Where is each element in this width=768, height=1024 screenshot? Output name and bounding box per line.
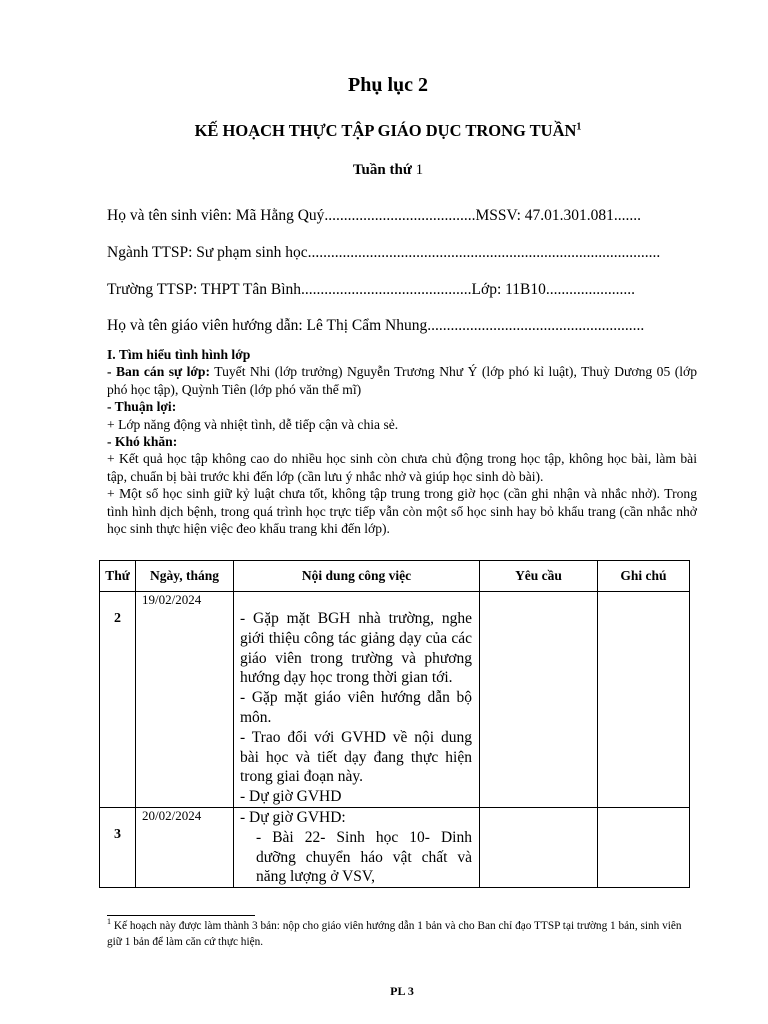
header-work: Nội dung công việc — [234, 561, 480, 592]
weekly-plan-table — [99, 560, 690, 888]
class-officers-label: - Ban cán sự lớp: — [107, 364, 211, 380]
section-heading: I. Tìm hiểu tình hình lớp — [107, 347, 251, 362]
class-officers-paragraph — [107, 363, 697, 398]
footnote — [107, 919, 697, 950]
requirements-cell — [480, 592, 598, 808]
header-day: Thứ — [100, 561, 136, 592]
advantages-label: - Thuận lợi: — [107, 399, 177, 415]
difficulty-item: + Kết quả học tập không cao do nhiều học sinh còn chưa chủ động trong học tập, không học bài, làm bài tập, chuẩn bị bài trước khi đến lớp (cần lưu ý nhắc nhở và giúp học sinh dò bài). — [107, 451, 697, 484]
work-item: - Gặp mặt giáo viên hướng dẫn bộ môn. — [240, 689, 472, 726]
header-notes: Ghi chú — [598, 561, 690, 592]
school-info-line: Trường TTSP: THPT Tân Bình............................................Lớp: 11B10....................... — [107, 281, 636, 298]
table-row — [100, 592, 690, 808]
work-item: - Dự giờ GVHD — [240, 788, 342, 806]
footnote-reference: 1 — [576, 121, 582, 133]
page-number: PL 3 — [390, 984, 414, 998]
footnote-mark: 1 — [107, 917, 111, 927]
advantages-text: + Lớp năng động và nhiệt tình, dễ tiếp cận và chia sẻ. — [107, 416, 399, 432]
page-heading: Phụ lục 2 — [347, 74, 429, 96]
plan-title-text: KẾ HOẠCH THỰC TẬP GIÁO DỤC TRONG TUẦN — [194, 121, 577, 140]
student-info-line: Họ và tên sinh viên: Mã Hằng Quý.......................................MSSV: 47.01.301.081....... — [107, 207, 642, 224]
major-info-line: Ngành TTSP: Sư phạm sinh học........................................................................................... — [107, 244, 661, 261]
date-cell — [136, 592, 234, 808]
day-value: 3 — [114, 826, 121, 842]
class-officers-text: Tuyết Nhi (lớp trưởng) Nguyễn Trương Như Ý (lớp phó kỉ luật), Thuỳ Dương 05 (lớp phó học tập), Quỳnh Tiên (lớp phó văn thể mĩ) — [107, 364, 697, 397]
table-row — [100, 807, 690, 887]
day-cell — [100, 592, 136, 808]
class-situation-section — [107, 346, 697, 537]
header-requirements: Yêu cầu — [480, 561, 598, 592]
day-value: 2 — [114, 611, 121, 626]
date-value: 19/02/2024 — [142, 592, 202, 607]
notes-cell — [598, 807, 690, 887]
date-cell — [136, 807, 234, 887]
work-cell — [234, 807, 480, 887]
header-date: Ngày, tháng — [136, 561, 234, 592]
work-item: - Gặp mặt BGH nhà trường, nghe giới thiệu công tác giảng dạy của các giáo viên trong trường và phương hướng dạy học trong thời gian tới. — [240, 610, 472, 687]
notes-cell — [598, 592, 690, 808]
teacher-info-line: Họ và tên giáo viên hướng dẫn: Lê Thị Cẩm Nhung........................................................ — [107, 317, 645, 334]
week-label: Tuần thứ — [352, 162, 412, 178]
work-item: - Dự giờ GVHD: — [240, 808, 346, 826]
work-item: - Bài 22- Sinh học 10- Dinh dưỡng chuyển háo vật chất và năng lượng ở VSV, — [256, 828, 472, 886]
footnote-text: Kế hoạch này được làm thành 3 bản: nộp cho giáo viên hướng dẫn 1 bản và cho Ban chỉ đạo TTSP tại trường 1 bản, sinh viên giữ 1 bản để làm căn cứ thực hiện. — [107, 920, 682, 948]
day-cell — [100, 807, 136, 887]
date-value: 20/02/2024 — [142, 807, 202, 823]
work-cell — [234, 592, 480, 808]
plan-title — [0, 121, 768, 141]
difficulty-item: + Một số học sinh giữ kỷ luật chưa tốt, không tập trung trong giờ học (cần ghi nhận và nhắc nhở). Trong tình hình dịch bệnh, trong quá trình học trực tiếp vẫn còn một số học sinh hay bỏ khẩu trang (cần nhắc nhở học sinh thực hiện việc đeo khẩu trang khi đến lớp). — [107, 486, 697, 537]
footnote-separator — [107, 915, 255, 916]
week-line — [0, 162, 768, 179]
difficulties-label: - Khó khăn: — [107, 434, 178, 450]
requirements-cell — [480, 807, 598, 887]
table-header-row — [100, 561, 690, 592]
week-number: 1 — [415, 162, 424, 178]
work-item: - Trao đổi với GVHD về nội dung bài học và tiết dạy đang thực hiện trong giai đoạn này. — [240, 728, 472, 786]
